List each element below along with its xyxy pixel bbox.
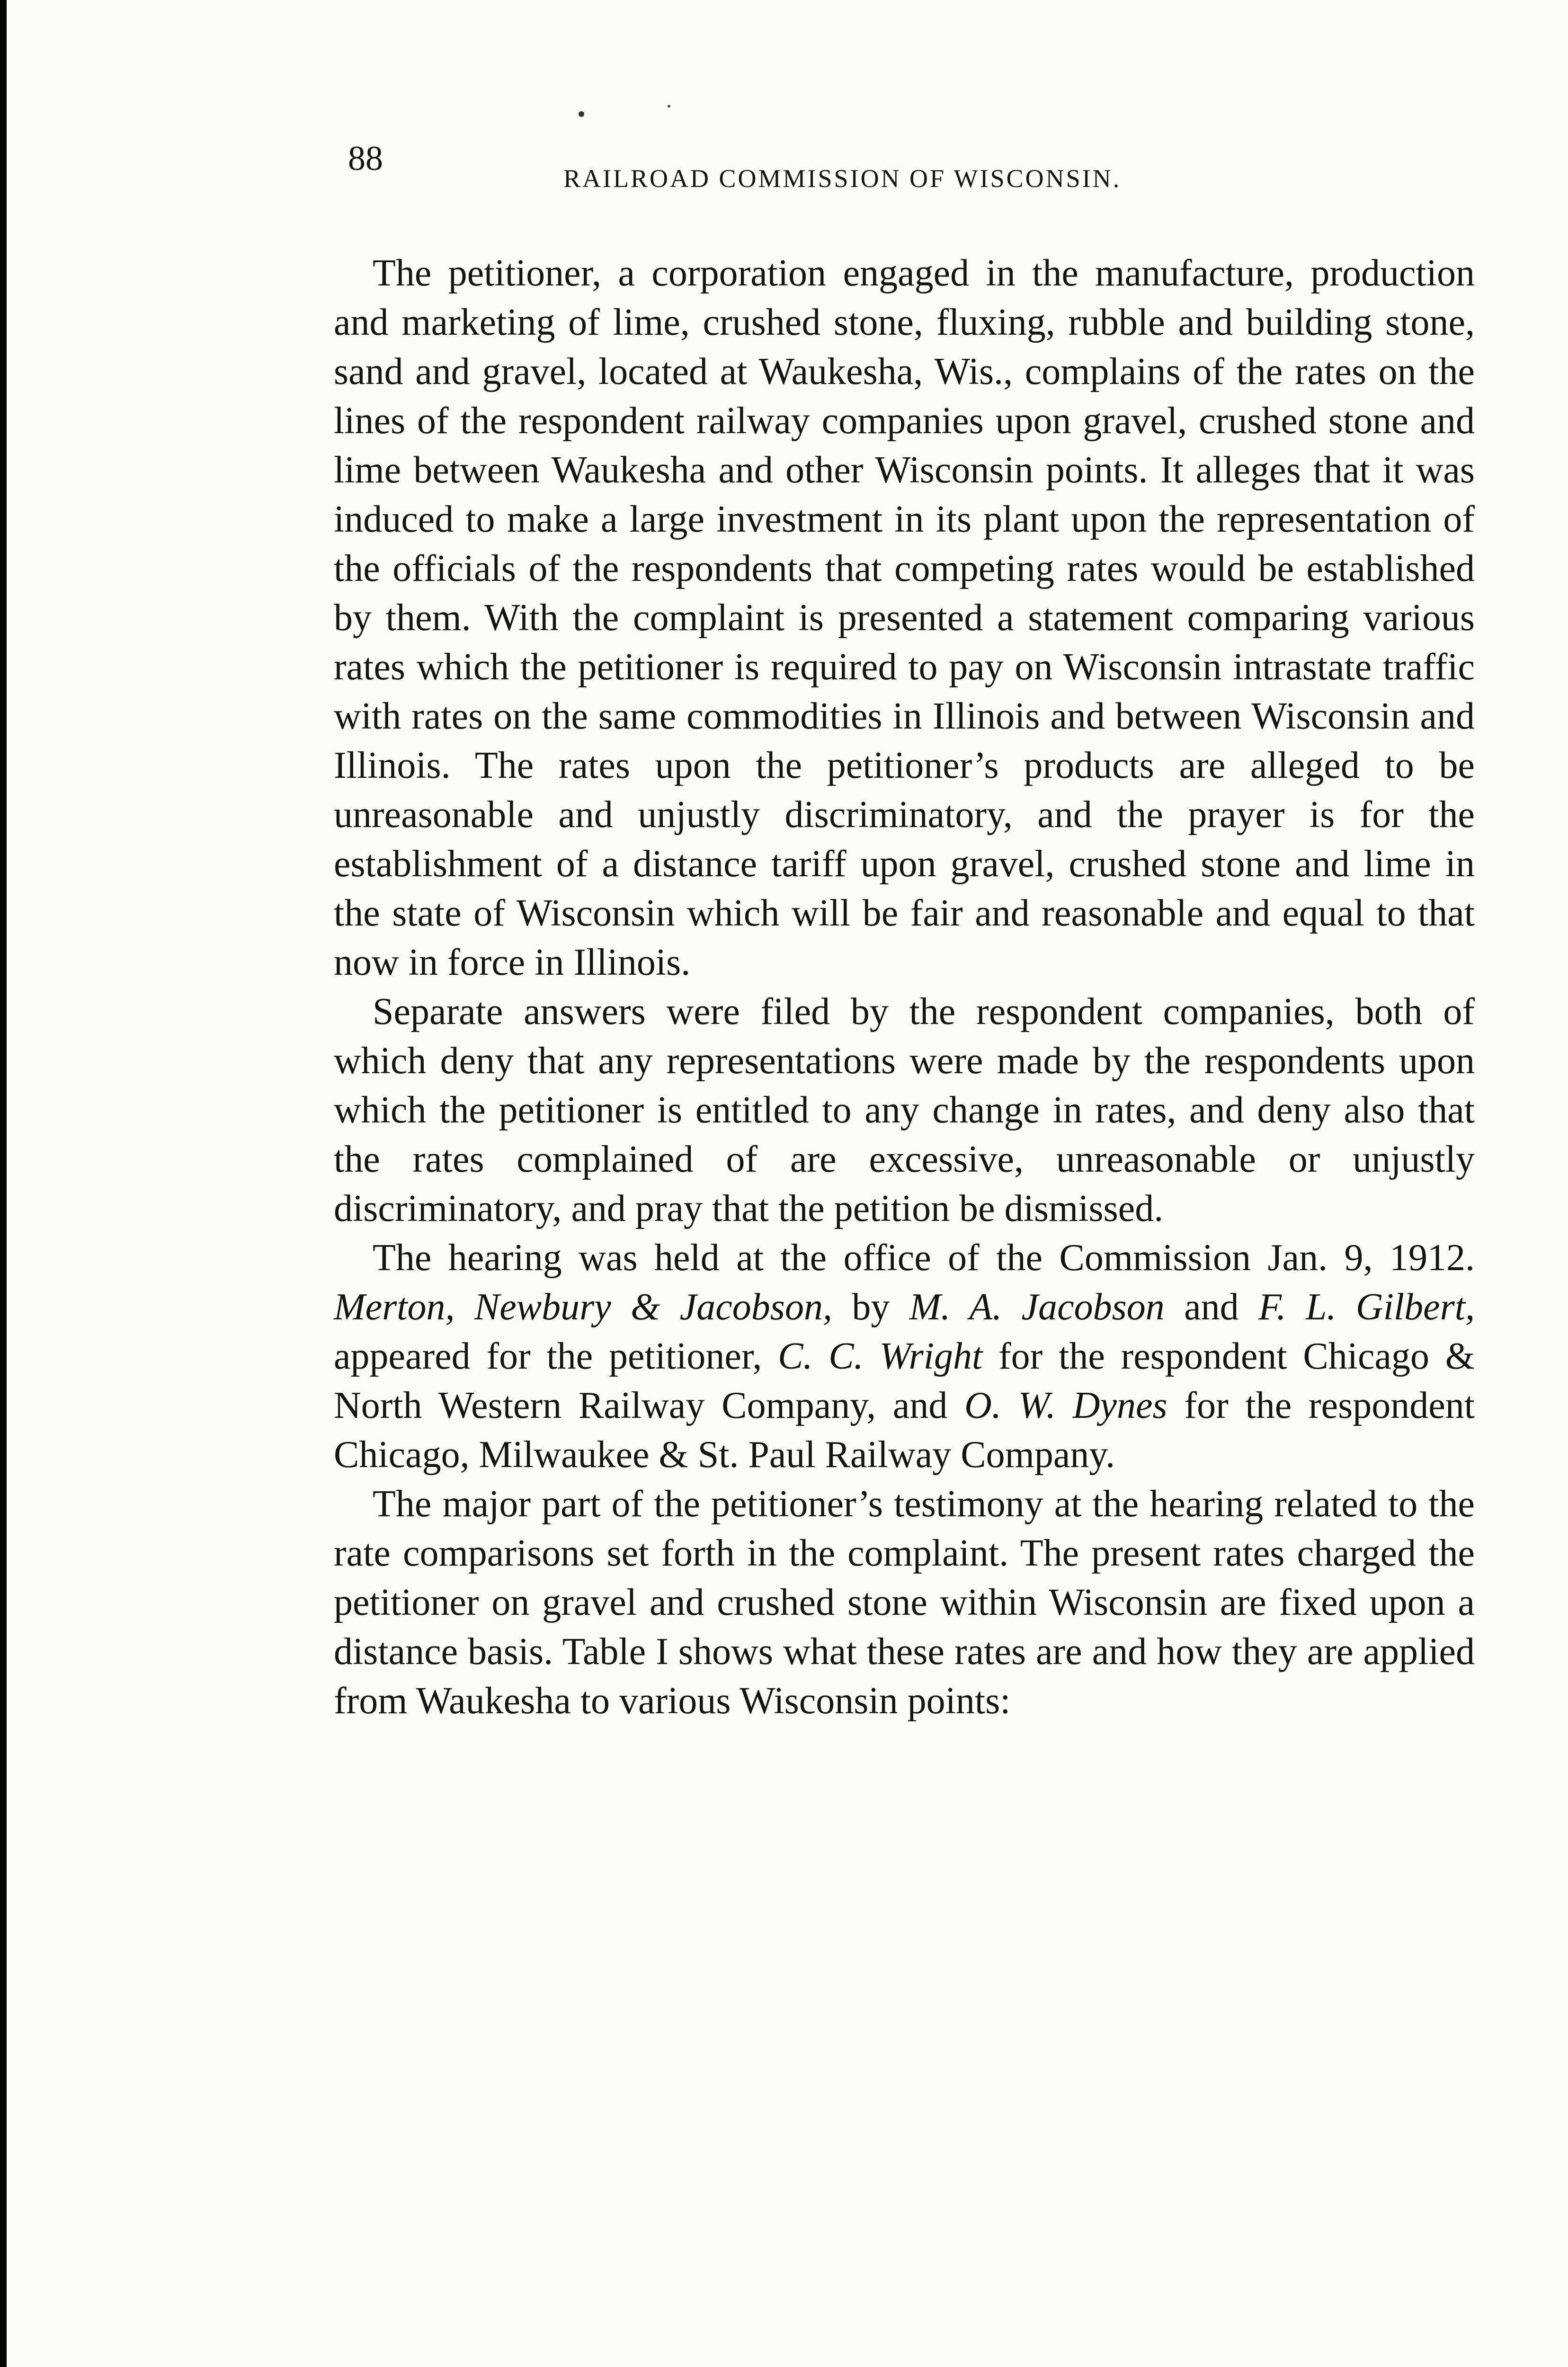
ink-speck xyxy=(668,105,670,107)
counsel-name: M. A. Jacobson xyxy=(909,1286,1165,1328)
ink-speck xyxy=(579,111,584,117)
paragraph-text: The petitioner, a corporation engaged in the manufacture, production and marketing of lime, crushed stone, fluxing, rubble and building stone, sand and gravel, located at Waukesha, Wis., complains of the rates on the lines of the respondent railway companies upon gravel, crushed stone and lime between Waukesha and other Wisconsin points. It alleges that it was induced to make a large investment in its plant upon the representation of the officials of the respondents that competing rates would be established by them. With the complaint is presented a statement comparing various rates which the petitioner is required to pay on Wisconsin intrastate traffic with rates on the same commodities in Illinois and between Wisconsin and Illinois. The rates upon the petitioner’s products are alleged to be unreasonable and unjustly discriminatory, and the prayer is for the establishment of a distance tariff upon gravel, crushed stone and lime in the state of Wisconsin which will be fair and reasonable and equal to that now in force in Illinois. xyxy=(334,252,1475,983)
paragraph-text: appeared for the petitioner, xyxy=(334,1335,778,1377)
counsel-name: C. C. Wright xyxy=(778,1335,983,1377)
paragraph-hearing xyxy=(334,1233,1475,1479)
paragraph-text: for the respondent Chicago, Milwaukee & St. Paul Railway Company. xyxy=(334,1385,1475,1476)
body-text xyxy=(334,249,1475,1726)
paragraph-answers xyxy=(334,987,1475,1233)
page-number: 88 xyxy=(348,139,383,178)
counsel-firm-name: Merton, Newbury & Jacobson, xyxy=(334,1286,832,1328)
paragraph-text: The major part of the petitioner’s testimony at the hearing related to the rate comparisons set forth in the complaint. The present rates charged the petitioner on gravel and crushed stone within Wisconsin are fixed upon a distance basis. Table I shows what these rates are and how they are applied from Waukesha to various Wisconsin points: xyxy=(334,1483,1475,1722)
scan-edge-left xyxy=(0,0,7,2367)
paragraph-complaint xyxy=(334,249,1475,987)
counsel-name: O. W. Dynes xyxy=(964,1385,1167,1426)
paragraph-testimony xyxy=(334,1479,1475,1726)
paragraph-text: Separate answers were filed by the respondent companies, both of which deny that any representations were made by the respondents upon which the petitioner is entitled to any change in rates, and deny also that the rates complained of are excessive, unreasonable or unjustly discriminatory, and pray that the petition be dismissed. xyxy=(334,991,1475,1229)
paragraph-text: by xyxy=(832,1286,909,1328)
counsel-name: F. L. Gilbert, xyxy=(1258,1286,1475,1328)
running-title: RAILROAD COMMISSION OF WISCONSIN. xyxy=(563,164,1122,193)
paragraph-text: and xyxy=(1164,1286,1259,1328)
paragraph-text: for the respondent Chicago & North Western Railway Company, and xyxy=(334,1335,1475,1426)
paragraph-text: The hearing was held at the office of the Commission Jan. 9, 1912. xyxy=(373,1237,1475,1279)
